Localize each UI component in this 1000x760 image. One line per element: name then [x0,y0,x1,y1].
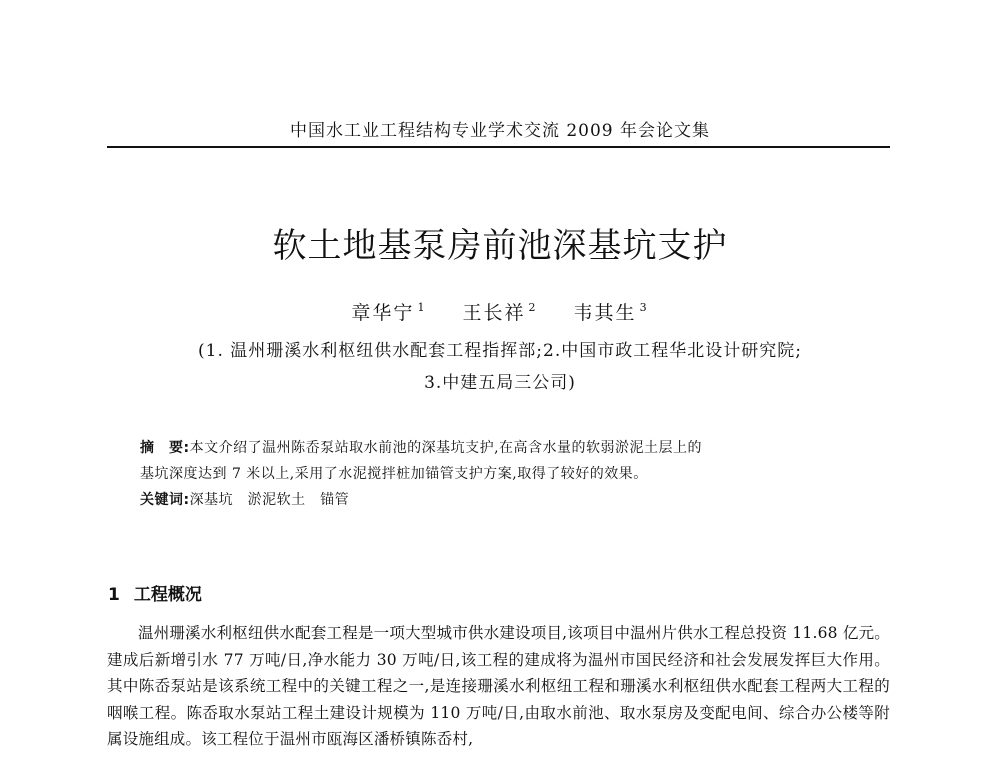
section-title: 工程概况 [133,585,202,605]
abstract-text-1: 本文介绍了温州陈岙泵站取水前池的深基坑支护,在高含水量的软弱淤泥土层上的 [189,440,703,456]
section-1-body: 温州珊溪水利枢纽供水配套工程是一项大型城市供水建设项目,该项目中温州片供水工程总投资 11.68 亿元。建成后新增引水 77 万吨/日,净水能力 30 万吨/日,该工程的建成将为温州市国民经济和社会发展发挥巨大作用。其中陈岙泵站是该系统工程中的关键工程之一,是连接珊溪水利枢纽工程和珊溪水利枢纽供水配套工程两大工程的咽喉工程。陈岙取水泵站工程土建设计规模为 110 万吨/日,由取水前池、取水泵房及变配电间、综合办公楼等附属设施组成。该工程位于温州市瓯海区潘桥镇陈岙村, [107,624,890,748]
keywords-label: 关键词: [140,492,190,508]
author-1: 章华宁 $^1$ [351,301,427,324]
author-3: 韦其生 $^3$ [573,301,649,324]
section-number: 1 [108,585,120,605]
running-header: 中国水工业工程结构专业学术交流 2009 年会论文集 [289,121,711,141]
affiliation-line-2: 3.中建五局三公司) [424,373,576,393]
author-2: 王长祥 $^2$ [462,301,538,324]
header-rule [107,146,890,148]
abstract-line-1 [140,436,870,460]
abstract-line-2: 基坑深度达到 7 米以上,采用了水泥搅拌桩加锚管支护方案,取得了较好的效果。 [140,466,648,482]
paper-title: 软土地基泵房前池深基坑支护 [272,226,728,266]
section-1-heading [108,580,202,605]
abstract-label: 摘 要: [140,440,190,456]
keywords-text: 深基坑 淤泥软土 锚管 [189,492,350,508]
affiliation-line-1: (1. 温州珊溪水利枢纽供水配套工程指挥部;2.中国市政工程华北设计研究院; [198,341,802,361]
author-list [0,298,1000,325]
keywords-line [140,488,870,512]
